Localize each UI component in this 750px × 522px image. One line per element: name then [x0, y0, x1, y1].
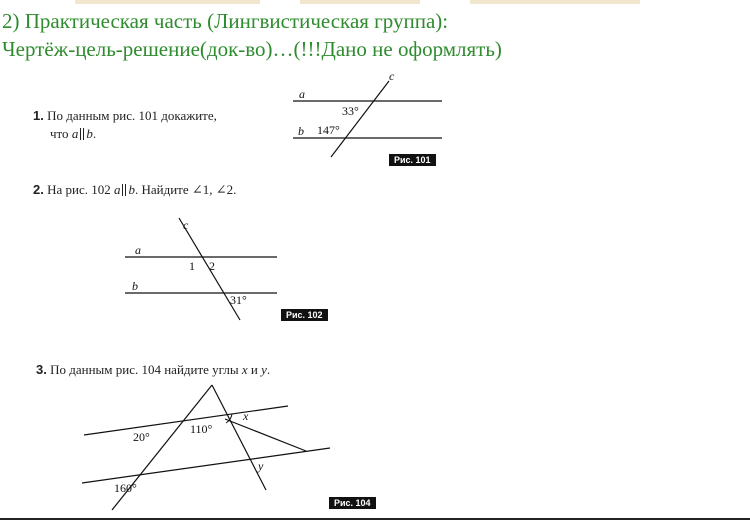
figure-102-label: Рис. 102: [281, 309, 328, 321]
line-bottom-104: [82, 448, 330, 483]
task-3-statement: По данным рис. 104 найдите углы: [50, 362, 239, 377]
label-b-101: b: [298, 124, 304, 138]
punct: .: [92, 126, 97, 141]
label-b-102: b: [132, 279, 138, 293]
var-x: x: [241, 362, 248, 377]
var-b: b: [86, 126, 93, 141]
angle-33: 33°: [342, 104, 359, 118]
var-b: b: [128, 182, 135, 197]
task-1-number: 1.: [33, 108, 44, 123]
line-right-104: [212, 385, 266, 490]
task-3-number: 3.: [36, 362, 47, 377]
angle-1: 1: [189, 259, 195, 273]
angle-20: 20°: [133, 430, 150, 444]
punct: .: [266, 362, 271, 377]
angle-160: 160°: [114, 481, 137, 495]
var-a: a: [71, 126, 79, 141]
var-a: a: [113, 182, 121, 197]
task-1-statement-cont: что: [50, 126, 69, 141]
slide-title-line-1: 2) Практическая часть (Лингвистическая группа):: [2, 9, 449, 33]
angle-31: 31°: [230, 293, 247, 307]
task-2-statement: На рис. 102: [47, 182, 111, 197]
label-c-102: c: [183, 218, 189, 232]
line-top-104: [84, 406, 288, 435]
angle-y: y: [258, 459, 264, 473]
figure-104-label: Рис. 104: [329, 497, 376, 509]
task-2-statement-cont: . Найдите ∠1, ∠2.: [134, 182, 237, 197]
angle-147: 147°: [317, 123, 340, 137]
angle-2: 2: [209, 259, 215, 273]
var-y: y: [261, 362, 267, 377]
task-2-number: 2.: [33, 182, 44, 197]
angle-110: 110°: [190, 422, 213, 436]
conj: и: [250, 362, 258, 377]
label-a-101: a: [299, 87, 305, 101]
angle-x: x: [243, 409, 249, 423]
figure-101-label: Рис. 101: [389, 154, 436, 166]
label-c-101: c: [389, 69, 395, 83]
bottom-border: [0, 518, 750, 520]
slide-title-line-2: Чертёж-цель-решение(док-во)…(!!!Дано не оформлять): [2, 37, 502, 61]
label-a-102: a: [135, 243, 141, 257]
task-1-statement: По данным рис. 101 докажите,: [47, 108, 217, 123]
